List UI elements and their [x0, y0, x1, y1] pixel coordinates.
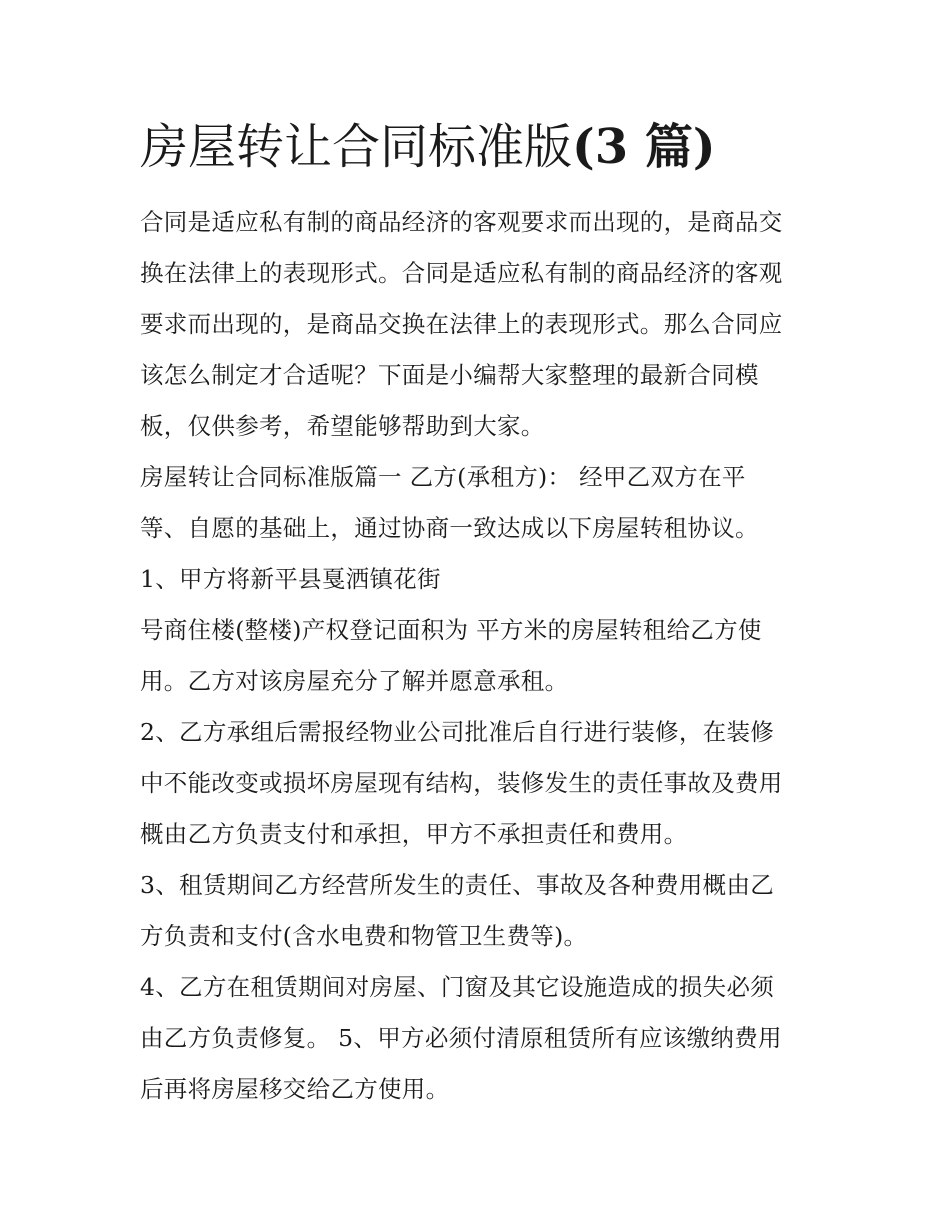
title-main: 房屋转让合同标准版	[140, 119, 573, 175]
body-line-15: 方负责和支付(含水电费和物管卫生费等)。	[140, 922, 588, 950]
document-title	[140, 112, 840, 182]
body-line-14: 3、租赁期间乙方经营所发生的责任、事故及各种费用概由乙	[140, 871, 775, 899]
body-line-12: 中不能改变或损坏房屋现有结构，装修发生的责任事故及费用	[140, 769, 783, 797]
body-line-2: 换在法律上的表现形式。合同是适应私有制的商品经济的客观	[140, 259, 783, 287]
body-line-7: 等、自愿的基础上，通过协商一致达成以下房屋转租协议。	[140, 514, 759, 542]
body-line-16: 4、乙方在租赁期间对房屋、门窗及其它设施造成的损失必须	[140, 973, 775, 1001]
body-line-18: 后再将房屋移交给乙方使用。	[140, 1075, 450, 1103]
body-line-17: 由乙方负责修复。 5、甲方必须付清原租赁所有应该缴纳费用	[140, 1024, 782, 1052]
body-line-13: 概由乙方负责支付和承担，甲方不承担责任和费用。	[140, 820, 688, 848]
body-line-4: 该怎么制定才合适呢？下面是小编帮大家整理的最新合同模	[140, 361, 759, 389]
body-line-3: 要求而出现的，是商品交换在法律上的表现形式。那么合同应	[140, 310, 783, 338]
body-line-8: 1、甲方将新平县戛洒镇花街	[140, 565, 441, 593]
body-line-10: 用。乙方对该房屋充分了解并愿意承租。	[140, 667, 569, 695]
body-line-11: 2、乙方承组后需报经物业公司批准后自行进行装修，在装修	[140, 718, 775, 746]
body-line-5: 板，仅供参考，希望能够帮助到大家。	[140, 412, 545, 440]
body-line-6: 房屋转让合同标准版篇一 乙方(承租方)： 经甲乙双方在平	[140, 463, 746, 491]
title-suffix: (3 篇)	[572, 119, 716, 175]
body-line-9: 号商住楼(整楼)产权登记面积为 平方米的房屋转租给乙方使	[140, 616, 762, 644]
body-line-1: 合同是适应私有制的商品经济的客观要求而出现的，是商品交	[140, 208, 783, 236]
